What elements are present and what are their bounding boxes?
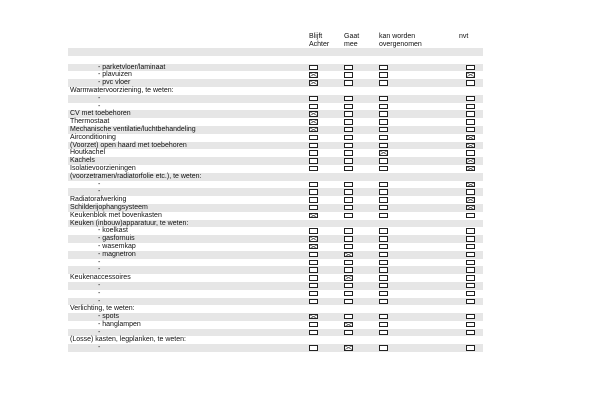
column-header-line1: kan worden (379, 33, 416, 40)
checkbox-gaat-mee[interactable] (344, 158, 353, 163)
row-label: Verlichting, te weten: (70, 305, 135, 313)
row-label: - (98, 94, 101, 102)
row-label: Thermostaat (70, 118, 110, 126)
checklist-row (68, 87, 483, 95)
checkbox-kan-worden-overgenomen[interactable] (379, 135, 388, 140)
checkbox-kan-worden-overgenomen[interactable] (379, 299, 388, 304)
cross-mark-icon (345, 346, 352, 349)
checkbox-gaat-mee[interactable] (344, 322, 353, 327)
checklist-row (68, 329, 483, 337)
row-label: Warmwatervoorziening, te weten: (70, 86, 174, 94)
checkbox-kan-worden-overgenomen[interactable] (379, 236, 388, 241)
checklist-row (68, 212, 483, 220)
cross-mark-icon (310, 237, 317, 240)
checkbox-nvt[interactable] (466, 213, 475, 218)
row-label: - pvc vloer (98, 79, 131, 87)
cross-mark-icon (380, 151, 387, 154)
checkbox-nvt[interactable] (466, 299, 475, 304)
checklist-row (68, 149, 483, 157)
checkbox-blijft-achter[interactable] (309, 150, 318, 155)
checklist-rows (68, 48, 483, 352)
checkbox-blijft-achter[interactable] (309, 267, 318, 272)
cross-mark-icon (467, 136, 474, 139)
checkbox-kan-worden-overgenomen[interactable] (379, 143, 388, 148)
row-label: - (98, 266, 101, 274)
checklist-row (68, 204, 483, 212)
cross-mark-icon (467, 206, 474, 209)
checkbox-blijft-achter[interactable] (309, 143, 318, 148)
checklist-row (68, 266, 483, 274)
checkbox-kan-worden-overgenomen[interactable] (379, 330, 388, 335)
cross-mark-icon (345, 323, 352, 326)
checkbox-blijft-achter[interactable] (309, 330, 318, 335)
checkbox-nvt[interactable] (466, 314, 475, 319)
checkbox-nvt[interactable] (466, 158, 475, 163)
checklist-row (68, 103, 483, 111)
checkbox-gaat-mee[interactable] (344, 189, 353, 194)
checkbox-gaat-mee[interactable] (344, 127, 353, 132)
cross-mark-icon (310, 112, 317, 115)
checkbox-kan-worden-overgenomen[interactable] (379, 96, 388, 101)
checklist-row (68, 235, 483, 243)
checkbox-gaat-mee[interactable] (344, 260, 353, 265)
row-label: - (98, 289, 101, 297)
checkbox-nvt[interactable] (466, 189, 475, 194)
checkbox-kan-worden-overgenomen[interactable] (379, 260, 388, 265)
checkbox-gaat-mee[interactable] (344, 330, 353, 335)
checkbox-kan-worden-overgenomen[interactable] (379, 65, 388, 70)
checklist-row (68, 305, 483, 313)
row-label: Keuken (inbouw)apparatuur, te weten: (70, 219, 189, 227)
row-label: - wasemkap (98, 242, 136, 250)
checkbox-kan-worden-overgenomen[interactable] (379, 345, 388, 350)
checkbox-kan-worden-overgenomen[interactable] (379, 197, 388, 202)
checklist-row (68, 321, 483, 329)
row-label: Keukenaccessoires (70, 274, 131, 282)
row-label: Isolatievoorzieningen (70, 164, 136, 172)
row-label: - (98, 258, 101, 266)
cross-mark-icon (310, 73, 317, 76)
checkbox-kan-worden-overgenomen[interactable] (379, 150, 388, 155)
column-header-blijft-achter (309, 33, 329, 48)
checkbox-kan-worden-overgenomen[interactable] (379, 252, 388, 257)
row-label: CV met toebehoren (70, 110, 131, 118)
row-label: Houtkachel (70, 149, 106, 157)
checkbox-kan-worden-overgenomen[interactable] (379, 158, 388, 163)
checklist-row (68, 95, 483, 103)
checkbox-gaat-mee[interactable] (344, 119, 353, 124)
checkbox-kan-worden-overgenomen[interactable] (379, 275, 388, 280)
column-header-line1: Gaat (344, 33, 360, 40)
cross-mark-icon (467, 144, 474, 147)
checklist-row (68, 274, 483, 282)
cross-mark-icon (345, 253, 352, 256)
checkbox-blijft-achter[interactable] (309, 104, 318, 109)
column-header-line2: overgenomen (379, 40, 422, 48)
checkbox-kan-worden-overgenomen[interactable] (379, 228, 388, 233)
checkbox-nvt[interactable] (466, 275, 475, 280)
checkbox-blijft-achter[interactable] (309, 314, 318, 319)
checkbox-nvt[interactable] (466, 345, 475, 350)
column-header-kan-worden-overgenomen (379, 33, 422, 48)
checkbox-gaat-mee[interactable] (344, 236, 353, 241)
column-header-gaat-mee (344, 33, 359, 48)
checkbox-gaat-mee[interactable] (344, 166, 353, 171)
checkbox-nvt[interactable] (466, 197, 475, 202)
row-label: - spots (98, 313, 120, 321)
checkbox-kan-worden-overgenomen[interactable] (379, 205, 388, 210)
checklist-row (68, 118, 483, 126)
cross-mark-icon (310, 81, 317, 84)
checkbox-blijft-achter[interactable] (309, 135, 318, 140)
checklist-row (68, 290, 483, 298)
checkbox-gaat-mee[interactable] (344, 72, 353, 77)
checklist-row (68, 181, 483, 189)
checklist-row (68, 282, 483, 290)
column-header-line1: nvt (459, 33, 469, 40)
row-label: - (98, 188, 101, 196)
checkbox-blijft-achter[interactable] (309, 65, 318, 70)
row-label: - (98, 281, 101, 289)
cross-mark-icon (467, 159, 474, 162)
checkbox-gaat-mee[interactable] (344, 299, 353, 304)
checkbox-nvt[interactable] (466, 143, 475, 148)
cross-mark-icon (310, 214, 317, 217)
checkbox-blijft-achter[interactable] (309, 213, 318, 218)
checkbox-kan-worden-overgenomen[interactable] (379, 72, 388, 77)
checkbox-gaat-mee[interactable] (344, 111, 353, 116)
checkbox-kan-worden-overgenomen[interactable] (379, 104, 388, 109)
checkbox-kan-worden-overgenomen[interactable] (379, 111, 388, 116)
checkbox-kan-worden-overgenomen[interactable] (379, 182, 388, 187)
checkbox-nvt[interactable] (466, 260, 475, 265)
cross-mark-icon (467, 183, 474, 186)
checkbox-gaat-mee[interactable] (344, 228, 353, 233)
checkbox-nvt[interactable] (466, 72, 475, 77)
row-label: - magnetron (98, 250, 136, 258)
checkbox-nvt[interactable] (466, 65, 475, 70)
checkbox-blijft-achter[interactable] (309, 166, 318, 171)
checklist-row (68, 336, 483, 344)
checkbox-nvt[interactable] (466, 330, 475, 335)
checklist-row (68, 126, 483, 134)
checkbox-nvt[interactable] (466, 111, 475, 116)
row-label: (Voorzet) open haard met toebehoren (70, 141, 187, 149)
checklist-row (68, 157, 483, 165)
checkbox-blijft-achter[interactable] (309, 252, 318, 257)
checkbox-blijft-achter[interactable] (309, 197, 318, 202)
checkbox-nvt[interactable] (466, 236, 475, 241)
checkbox-blijft-achter[interactable] (309, 80, 318, 85)
checklist-row (68, 173, 483, 181)
column-header-line2: mee (344, 40, 358, 48)
checkbox-gaat-mee[interactable] (344, 291, 353, 296)
column-header-nvt (459, 33, 468, 41)
column-header-row (68, 32, 483, 48)
checkbox-nvt[interactable] (466, 252, 475, 257)
row-label: Radiatorafwerking (70, 196, 127, 204)
row-label: - (98, 328, 101, 336)
checkbox-blijft-achter[interactable] (309, 205, 318, 210)
row-label: - (98, 344, 101, 352)
checkbox-kan-worden-overgenomen[interactable] (379, 189, 388, 194)
cross-mark-icon (467, 198, 474, 201)
checklist-row (68, 48, 483, 56)
checkbox-gaat-mee[interactable] (344, 275, 353, 280)
checkbox-gaat-mee[interactable] (344, 213, 353, 218)
checkbox-gaat-mee[interactable] (344, 205, 353, 210)
checkbox-gaat-mee[interactable] (344, 80, 353, 85)
cross-mark-icon (310, 245, 317, 248)
checkbox-blijft-achter[interactable] (309, 111, 318, 116)
row-label: - (98, 102, 101, 110)
checkbox-blijft-achter[interactable] (309, 283, 318, 288)
checkbox-gaat-mee[interactable] (344, 283, 353, 288)
checklist-row (68, 298, 483, 306)
cross-mark-icon (310, 315, 317, 318)
checkbox-nvt[interactable] (466, 104, 475, 109)
row-label: Schilderijophangsysteem (70, 203, 148, 211)
checklist-row (68, 243, 483, 251)
checklist-row (68, 165, 483, 173)
checkbox-blijft-achter[interactable] (309, 275, 318, 280)
checkbox-nvt[interactable] (466, 80, 475, 85)
checkbox-kan-worden-overgenomen[interactable] (379, 322, 388, 327)
checkbox-kan-worden-overgenomen[interactable] (379, 283, 388, 288)
checkbox-blijft-achter[interactable] (309, 299, 318, 304)
checkbox-blijft-achter[interactable] (309, 127, 318, 132)
checkbox-gaat-mee[interactable] (344, 135, 353, 140)
cross-mark-icon (467, 167, 474, 170)
checklist-row (68, 251, 483, 259)
checkbox-nvt[interactable] (466, 166, 475, 171)
checkbox-blijft-achter[interactable] (309, 96, 318, 101)
checkbox-nvt[interactable] (466, 283, 475, 288)
checkbox-gaat-mee[interactable] (344, 314, 353, 319)
cross-mark-icon (467, 73, 474, 76)
checklist-row (68, 220, 483, 228)
checkbox-blijft-achter[interactable] (309, 182, 318, 187)
checkbox-blijft-achter[interactable] (309, 119, 318, 124)
checkbox-blijft-achter[interactable] (309, 72, 318, 77)
checklist-sheet (68, 32, 483, 352)
checkbox-nvt[interactable] (466, 119, 475, 124)
checklist-row (68, 56, 483, 64)
checkbox-blijft-achter[interactable] (309, 228, 318, 233)
checkbox-nvt[interactable] (466, 322, 475, 327)
checklist-row (68, 79, 483, 87)
cross-mark-icon (345, 276, 352, 279)
checklist-row (68, 110, 483, 118)
row-label: Mechanische ventilatie/luchtbehandeling (70, 125, 196, 133)
row-label: - koelkast (98, 227, 128, 235)
checkbox-blijft-achter[interactable] (309, 158, 318, 163)
checkbox-nvt[interactable] (466, 205, 475, 210)
checkbox-gaat-mee[interactable] (344, 197, 353, 202)
checklist-row (68, 134, 483, 142)
checkbox-nvt[interactable] (466, 127, 475, 132)
row-label: Kachels (70, 157, 95, 165)
row-label: - hanglampen (98, 320, 141, 328)
checkbox-blijft-achter[interactable] (309, 244, 318, 249)
checklist-row (68, 71, 483, 79)
checkbox-nvt[interactable] (466, 150, 475, 155)
checklist-row (68, 188, 483, 196)
checkbox-gaat-mee[interactable] (344, 345, 353, 350)
checkbox-nvt[interactable] (466, 135, 475, 140)
row-label: - (98, 180, 101, 188)
column-header-line2: Achter (309, 40, 330, 48)
checkbox-kan-worden-overgenomen[interactable] (379, 119, 388, 124)
checkbox-gaat-mee[interactable] (344, 244, 353, 249)
checkbox-blijft-achter[interactable] (309, 291, 318, 296)
checkbox-kan-worden-overgenomen[interactable] (379, 267, 388, 272)
row-label: Keukenblok met bovenkasten (70, 211, 162, 219)
checkbox-blijft-achter[interactable] (309, 322, 318, 327)
checkbox-gaat-mee[interactable] (344, 267, 353, 272)
checkbox-nvt[interactable] (466, 96, 475, 101)
row-label: (voorzetramen/radiatorfolie etc.), te weten: (70, 172, 202, 180)
checkbox-blijft-achter[interactable] (309, 236, 318, 241)
checkbox-kan-worden-overgenomen[interactable] (379, 127, 388, 132)
checkbox-kan-worden-overgenomen[interactable] (379, 80, 388, 85)
checkbox-kan-worden-overgenomen[interactable] (379, 314, 388, 319)
row-label: (Losse) kasten, legplanken, te weten: (70, 336, 186, 344)
checklist-row (68, 313, 483, 321)
checkbox-blijft-achter[interactable] (309, 345, 318, 350)
checkbox-gaat-mee[interactable] (344, 104, 353, 109)
checkbox-nvt[interactable] (466, 228, 475, 233)
checkbox-kan-worden-overgenomen[interactable] (379, 166, 388, 171)
checklist-row (68, 64, 483, 72)
checklist-row (68, 227, 483, 235)
row-label: - parketvloer/laminaat (98, 63, 166, 71)
checkbox-nvt[interactable] (466, 267, 475, 272)
checkbox-gaat-mee[interactable] (344, 143, 353, 148)
checkbox-kan-worden-overgenomen[interactable] (379, 291, 388, 296)
checklist-row (68, 196, 483, 204)
checklist-row (68, 344, 483, 352)
column-header-line1: Blijft (309, 33, 323, 40)
checkbox-gaat-mee[interactable] (344, 65, 353, 70)
checkbox-gaat-mee[interactable] (344, 150, 353, 155)
checklist-row (68, 142, 483, 150)
checkbox-blijft-achter[interactable] (309, 260, 318, 265)
row-label: - (98, 297, 101, 305)
checklist-row (68, 259, 483, 267)
row-label: - plavuizen (98, 71, 132, 79)
row-label: - gasfornuis (98, 235, 135, 243)
checkbox-kan-worden-overgenomen[interactable] (379, 244, 388, 249)
checkbox-kan-worden-overgenomen[interactable] (379, 213, 388, 218)
checkbox-gaat-mee[interactable] (344, 182, 353, 187)
checkbox-nvt[interactable] (466, 244, 475, 249)
row-label: Airconditioning (70, 133, 116, 141)
checkbox-gaat-mee[interactable] (344, 96, 353, 101)
cross-mark-icon (310, 128, 317, 131)
checkbox-nvt[interactable] (466, 182, 475, 187)
checkbox-nvt[interactable] (466, 291, 475, 296)
checkbox-gaat-mee[interactable] (344, 252, 353, 257)
cross-mark-icon (310, 120, 317, 123)
checkbox-blijft-achter[interactable] (309, 189, 318, 194)
